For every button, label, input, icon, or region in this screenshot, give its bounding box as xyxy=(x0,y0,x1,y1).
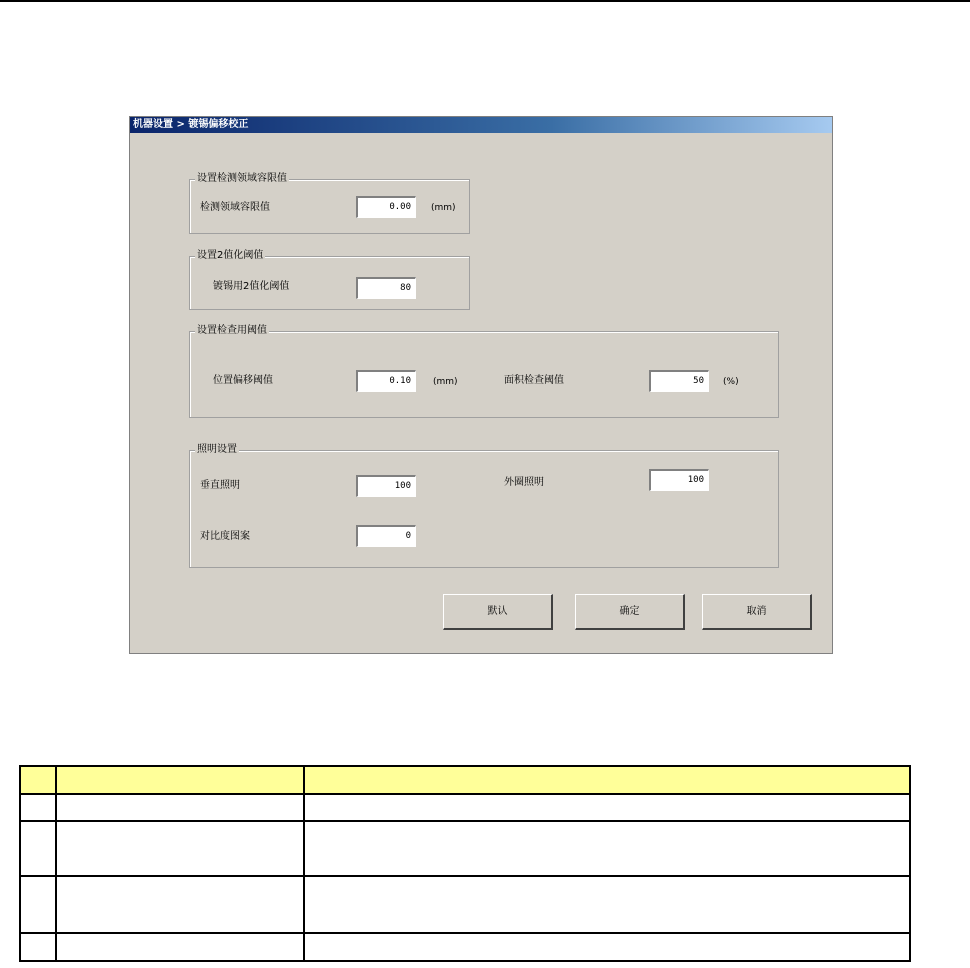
vertical-light-input[interactable]: 100 xyxy=(356,475,416,497)
lighting-group-title: 照明设置 xyxy=(197,444,237,455)
detect-tolerance-input[interactable]: 0.00 xyxy=(356,196,416,218)
inspection-threshold-group xyxy=(189,325,779,418)
detect-tolerance-group-title: 设置检测领域容限值 xyxy=(197,173,287,184)
binarize-threshold-group-title: 设置2值化阈值 xyxy=(197,250,264,261)
table-row xyxy=(20,876,910,933)
legend-table xyxy=(19,765,911,962)
outer-light-input[interactable]: 100 xyxy=(649,469,709,491)
inspection-threshold-group-title: 设置检查用阈值 xyxy=(197,325,267,336)
table-row xyxy=(20,821,910,876)
legend-header-cell-no xyxy=(20,766,56,794)
area-check-unit: (%) xyxy=(723,377,739,387)
lighting-group xyxy=(189,444,779,568)
detect-tolerance-label: 检测领域容限值 xyxy=(200,202,270,213)
vertical-light-label: 垂直照明 xyxy=(200,480,240,491)
area-check-label: 面积检查阈值 xyxy=(504,375,564,386)
binarize-threshold-group xyxy=(189,250,470,310)
cancel-button[interactable]: 取消 xyxy=(702,594,812,630)
legend-table-header-row xyxy=(20,766,910,794)
binarize-threshold-input[interactable]: 80 xyxy=(356,277,416,299)
window-title: 机器设置 > 镀锡偏移校正 xyxy=(130,117,832,133)
table-row xyxy=(20,794,910,821)
detect-tolerance-unit: (mm) xyxy=(431,203,456,213)
area-check-input[interactable]: 50 xyxy=(649,370,709,392)
detect-tolerance-group xyxy=(189,173,470,234)
position-offset-unit: (mm) xyxy=(433,377,458,387)
table-row xyxy=(20,933,910,961)
position-offset-label: 位置偏移阈值 xyxy=(213,375,273,386)
outer-light-label: 外圈照明 xyxy=(504,477,544,488)
page-top-rule xyxy=(0,0,970,2)
position-offset-input[interactable]: 0.10 xyxy=(356,370,416,392)
binarize-threshold-label: 镀锡用2值化阈值 xyxy=(213,281,290,292)
ok-button[interactable]: 确定 xyxy=(575,594,685,630)
default-button[interactable]: 默认 xyxy=(443,594,553,630)
legend-header-cell-item xyxy=(56,766,304,794)
legend-header-cell-description xyxy=(304,766,910,794)
settings-dialog xyxy=(129,116,833,654)
contrast-pattern-label: 对比度图案 xyxy=(200,531,250,542)
contrast-pattern-input[interactable]: 0 xyxy=(356,525,416,547)
